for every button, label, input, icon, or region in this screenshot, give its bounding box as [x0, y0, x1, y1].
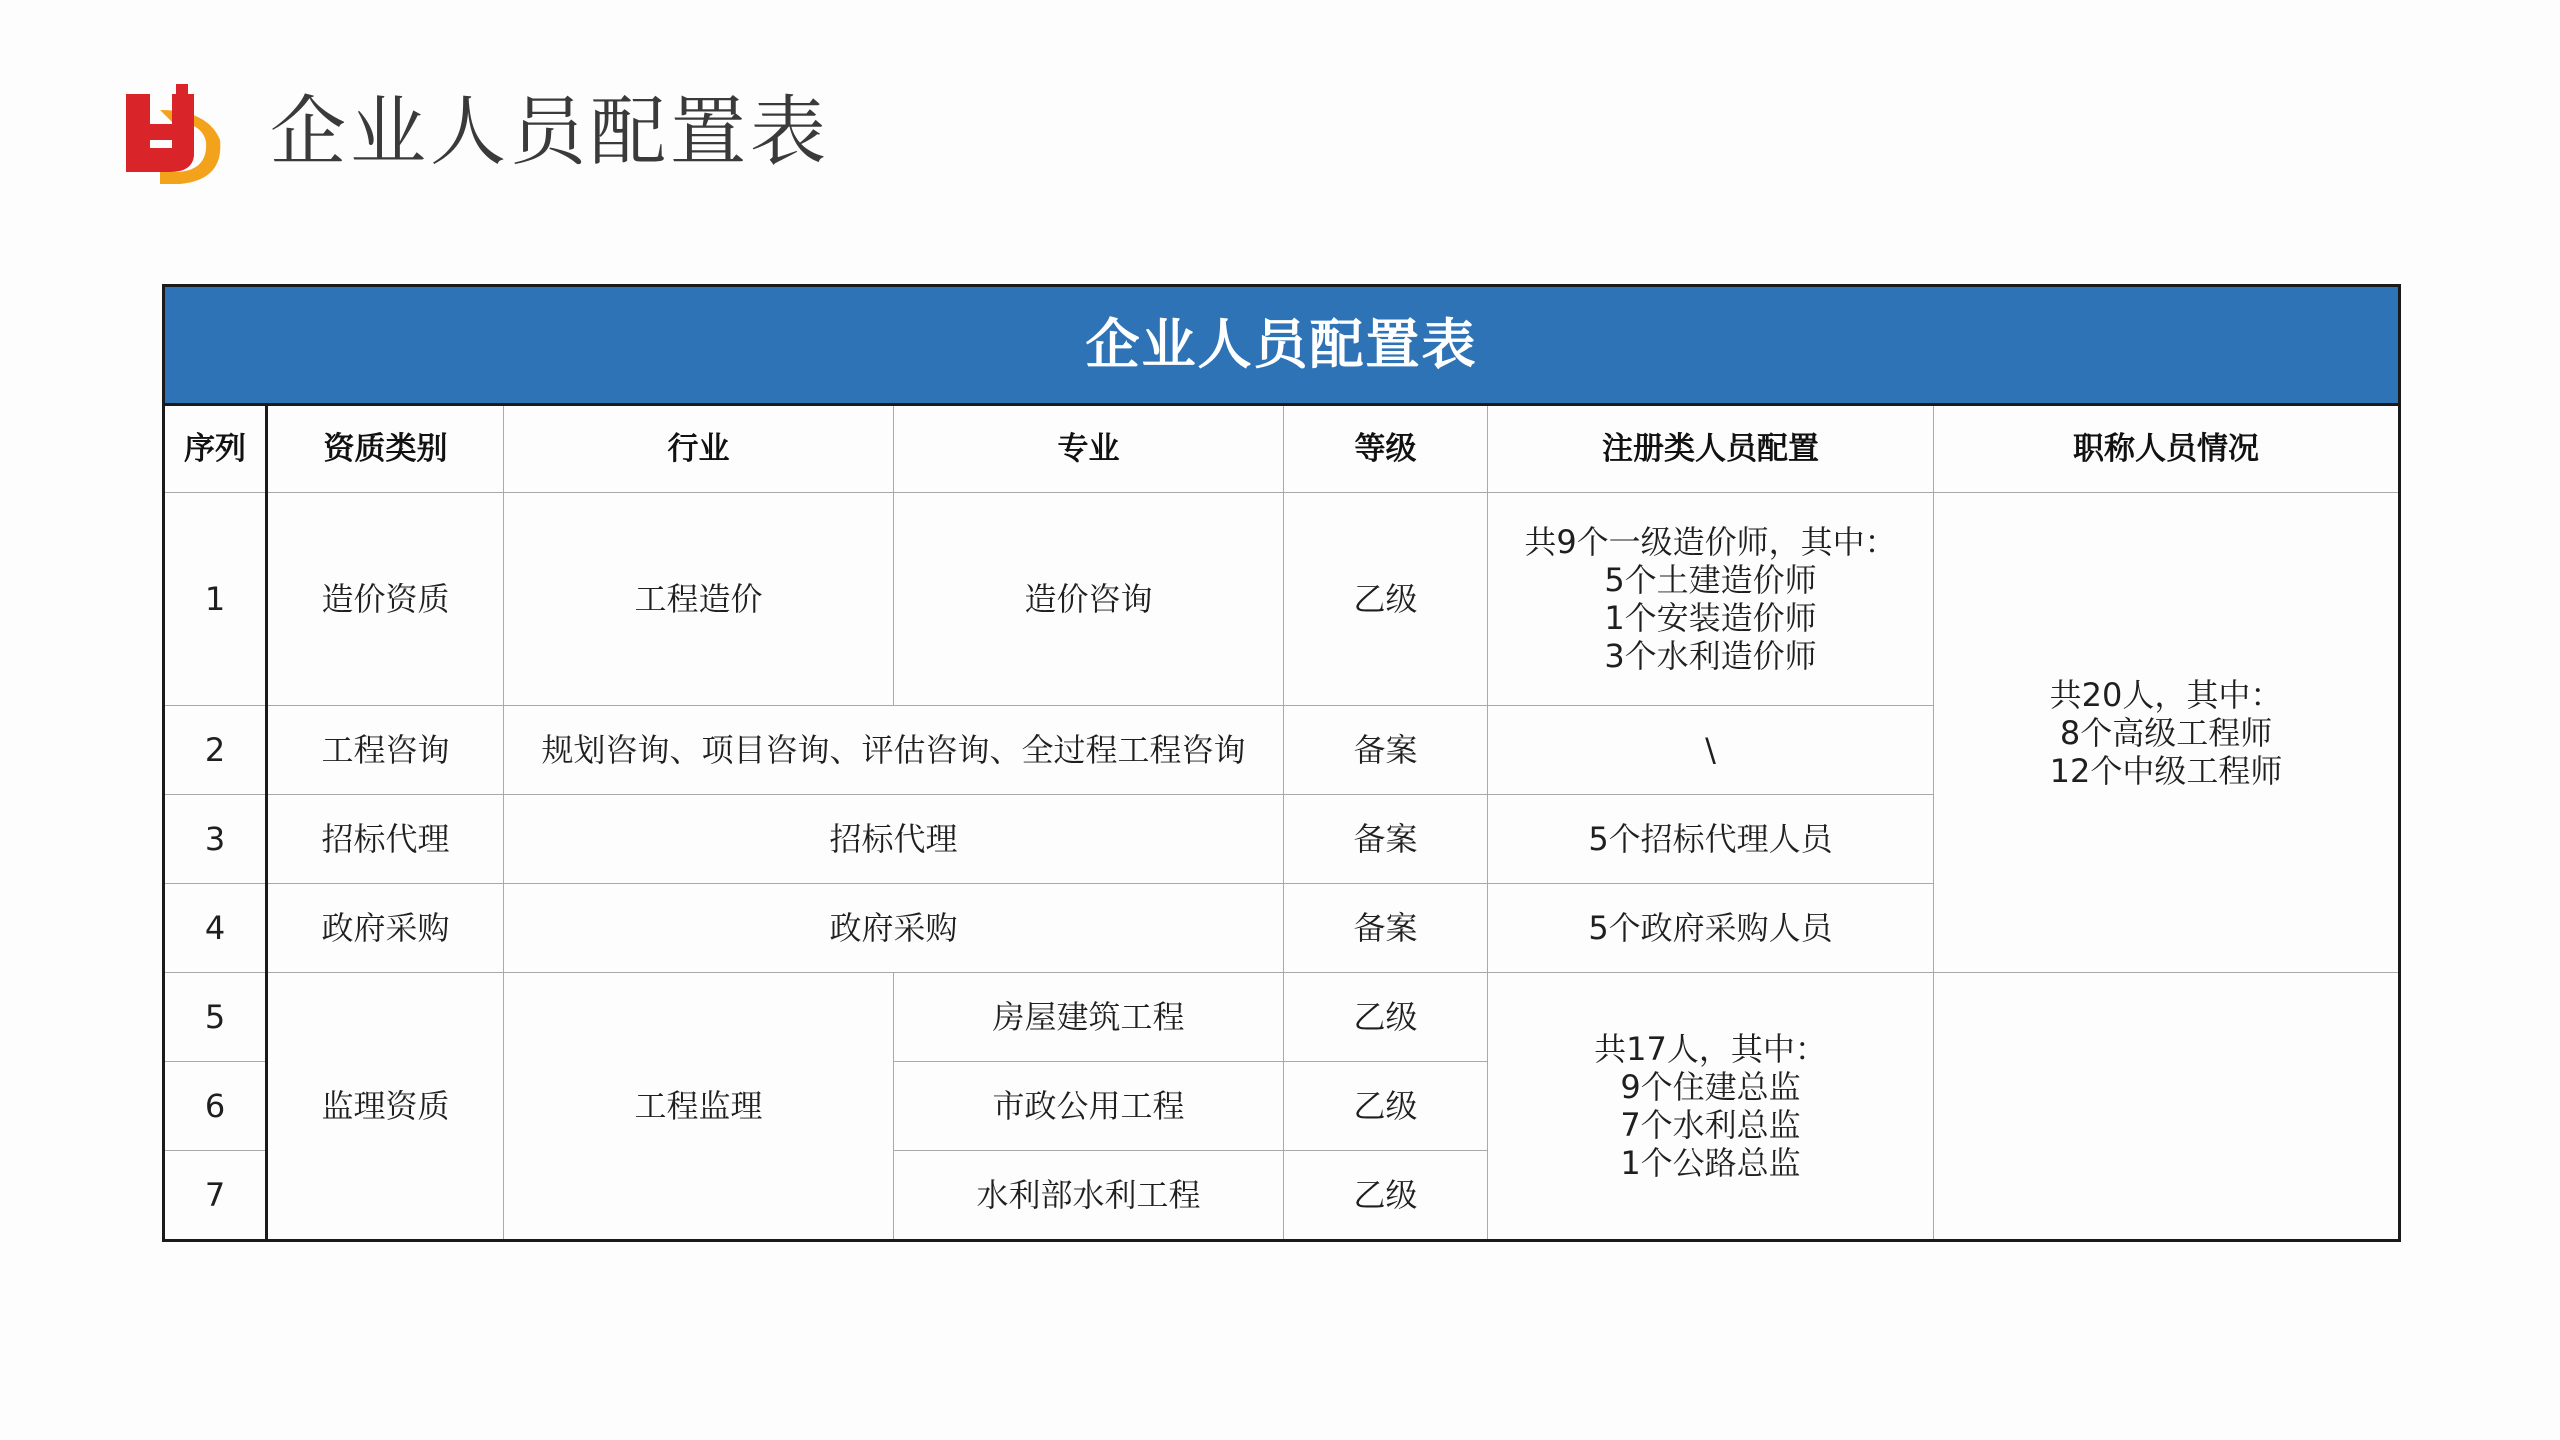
table-row	[164, 493, 2400, 706]
cell-seq: 6	[164, 1062, 267, 1151]
cell-industry: 工程造价	[504, 493, 894, 706]
header-seq: 序列	[164, 405, 267, 493]
cell-seq: 4	[164, 884, 267, 973]
cell-registered	[1488, 973, 1934, 1241]
cell-specialty: 房屋建筑工程	[894, 973, 1284, 1062]
header-category: 资质类别	[267, 405, 504, 493]
header-industry: 行业	[504, 405, 894, 493]
table-title: 企业人员配置表	[164, 286, 2400, 405]
cell-level: 乙级	[1284, 1151, 1488, 1241]
cell-industry-specialty: 招标代理	[504, 795, 1284, 884]
registered-line: 9个住建总监	[1620, 1068, 1801, 1106]
page-title: 企业人员配置表	[270, 87, 830, 176]
registered-line: 5个土建造价师	[1604, 561, 1817, 599]
cell-seq: 2	[164, 706, 267, 795]
cell-specialty: 水利部水利工程	[894, 1151, 1284, 1241]
titled-staff-line: 12个中级工程师	[2049, 751, 2283, 790]
cell-industry-specialty: 政府采购	[504, 884, 1284, 973]
cell-registered: \	[1488, 706, 1934, 795]
cell-level: 乙级	[1284, 973, 1488, 1062]
cell-specialty: 市政公用工程	[894, 1062, 1284, 1151]
cell-registered	[1488, 493, 1934, 706]
cell-seq: 7	[164, 1151, 267, 1241]
cell-category: 监理资质	[267, 973, 504, 1241]
cell-level: 乙级	[1284, 493, 1488, 706]
cell-level: 备案	[1284, 706, 1488, 795]
cell-registered: 5个招标代理人员	[1488, 795, 1934, 884]
company-logo-icon	[120, 80, 230, 190]
header-level: 等级	[1284, 405, 1488, 493]
titled-staff-line: 共20人，其中：	[2049, 675, 2283, 714]
cell-seq: 1	[164, 493, 267, 706]
titled-staff-line: 8个高级工程师	[2059, 713, 2273, 752]
header-specialty: 专业	[894, 405, 1284, 493]
cell-category: 招标代理	[267, 795, 504, 884]
registered-line: 3个水利造价师	[1604, 637, 1817, 675]
header-titled-staff: 职称人员情况	[1934, 405, 2400, 493]
cell-industry-specialty: 规划咨询、项目咨询、评估咨询、全过程工程咨询	[504, 706, 1284, 795]
staff-config-table	[162, 284, 2401, 1242]
header-registered: 注册类人员配置	[1488, 405, 1934, 493]
registered-line: 共9个一级造价师，其中：	[1524, 523, 1897, 561]
cell-specialty: 造价咨询	[894, 493, 1284, 706]
registered-line: 1个安装造价师	[1604, 599, 1817, 637]
cell-titled-staff-empty	[1934, 973, 2400, 1241]
registered-line: 7个水利总监	[1620, 1106, 1801, 1144]
cell-registered: 5个政府采购人员	[1488, 884, 1934, 973]
registered-line: 1个公路总监	[1620, 1144, 1801, 1182]
cell-level: 备案	[1284, 795, 1488, 884]
cell-level: 备案	[1284, 884, 1488, 973]
cell-category: 造价资质	[267, 493, 504, 706]
cell-level: 乙级	[1284, 1062, 1488, 1151]
cell-category: 工程咨询	[267, 706, 504, 795]
cell-category: 政府采购	[267, 884, 504, 973]
cell-seq: 5	[164, 973, 267, 1062]
registered-line: 共17人，其中：	[1594, 1030, 1827, 1068]
cell-titled-staff	[1934, 493, 2400, 973]
table-header-row	[164, 405, 2400, 493]
cell-seq: 3	[164, 795, 267, 884]
staff-config-table-container	[162, 284, 2398, 1242]
table-row	[164, 973, 2400, 1062]
cell-industry: 工程监理	[504, 973, 894, 1241]
